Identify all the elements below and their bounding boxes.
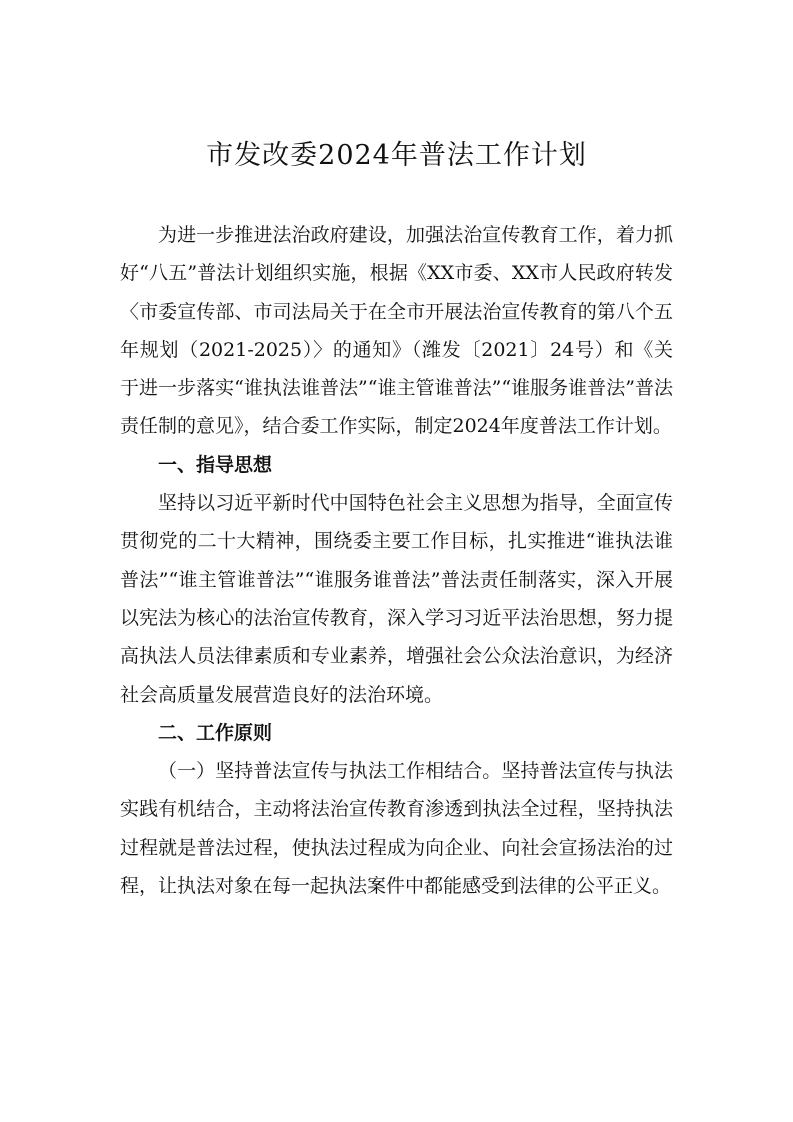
document-title: 市发改委2024年普法工作计划: [206, 140, 587, 171]
section-paragraph-work-principles: （一）坚持普法宣传与执法工作相结合。坚持普法宣传与执法实践有机结合，主动将法治宣传教育渗透到执法全过程，坚持执法过程就是普法过程，使执法过程成为向企业、向社会宣扬法治的过程，让执法对象在每一起执法案件中都能感受到法律的公平正义。: [120, 760, 673, 898]
section-heading-work-principles: 二、工作原则: [158, 721, 273, 744]
intro-paragraph: 为进一步推进法治政府建设，加强法治宣传教育工作，着力抓好“八五”普法计划组织实施，根据《XX市委、XX市人民政府转发〈市委宣传部、市司法局关于在全市开展法治宣传教育的第八个五年规划（2021-2025）〉的通知》（潍发〔2021〕24号）和《关于进一步落实“谁执法谁普法”“谁主管谁普法”“谁服务谁普法”普法责任制的意见》，结合委工作实际，制定2024年度普法工作计划。: [120, 224, 673, 438]
section-paragraph-guiding-ideology: 坚持以习近平新时代中国特色社会主义思想为指导，全面宣传贯彻党的二十大精神，围绕委主要工作目标，扎实推进“谁执法谁普法”“谁主管谁普法”“谁服务谁普法”普法责任制落实，深入开展以宪法为核心的法治宣传教育，深入学习习近平法治思想，努力提高执法人员法律素质和专业素养，增强社会公众法治意识，为经济社会高质量发展营造良好的法治环境。: [120, 492, 673, 706]
section-heading-guiding-ideology: 一、指导思想: [158, 453, 273, 476]
document-body: [120, 216, 673, 905]
